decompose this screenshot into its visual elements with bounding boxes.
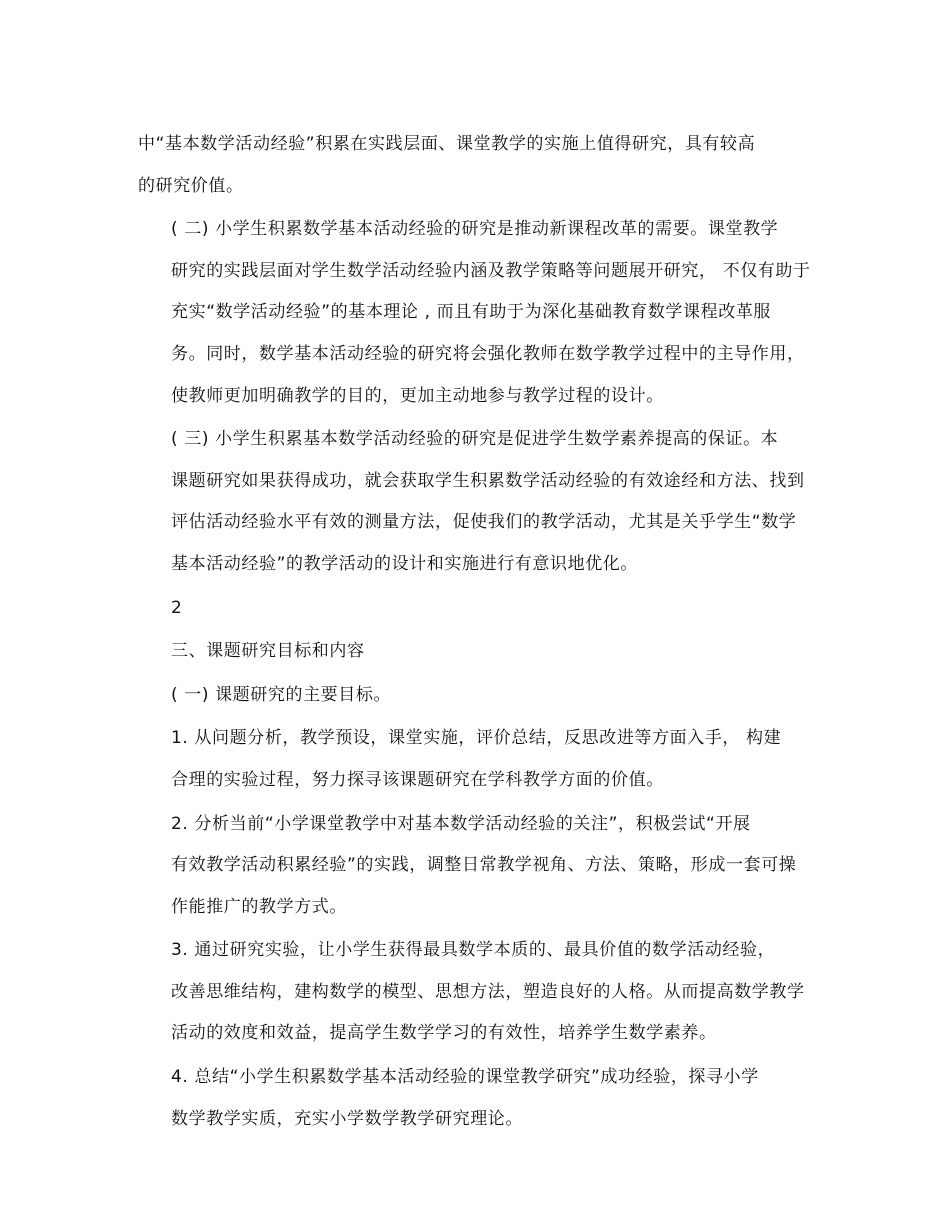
- text-line: 1. 从问题分析，教学预设，课堂实施，评价总结，反思改进等方面入手， 构建: [171, 728, 782, 749]
- text-line: 3. 通过研究实验，让小学生获得最具数学本质的、最具价值的数学活动经验，: [171, 940, 776, 961]
- text-line: 4. 总结“小学生积累数学基本活动经验的课堂教学研究”成功经验，探寻小学: [171, 1067, 759, 1088]
- text-line: 评估活动经验水平有效的测量方法，促使我们的教学活动，尤其是关乎学生“数学: [171, 512, 797, 533]
- goal-item-1: [138, 718, 782, 801]
- goal-item-2: [138, 804, 797, 929]
- text-line: 务。同时，数学基本活动经验的研究将会强化教师在数学教学过程中的主导作用，: [171, 343, 805, 364]
- text-line: 改善思维结构，建构数学的模型、思想方法，塑造良好的人格。从而提高数学教学: [171, 981, 805, 1002]
- text-line: 课题研究如果获得成功，就会获取学生积累数学活动经验的有效途经和方法、找到: [171, 470, 805, 491]
- paragraph-section-two: [138, 209, 811, 417]
- paragraph-continuation: [138, 124, 774, 207]
- text-line: 中“基本数学活动经验”积累在实践层面、课堂教学的实施上值得研究，具有较高: [138, 134, 756, 154]
- text-line: 的研究价值。: [138, 175, 244, 196]
- text-line: 充实“数学活动经验”的基本理论 , 而且有助于为深化基础教育数学课程改革服: [171, 302, 772, 323]
- text-line: 合理的实验过程，努力探寻该课题研究在学科教学方面的价值。: [171, 769, 664, 790]
- text-line: 2: [171, 597, 183, 618]
- paragraph-section-three: [138, 419, 805, 585]
- text-line: 基本活动经验”的教学活动的设计和实施进行有意识地优化。: [171, 553, 639, 574]
- text-line: 有效教学活动积累经验”的实践，调整日常教学视角、方法、策略，形成一套可操: [171, 855, 797, 876]
- text-line: 使教师更加明确教学的目的，更加主动地参与教学过程的设计。: [171, 385, 664, 406]
- text-line: 三、课题研究目标和内容: [171, 641, 365, 662]
- goal-item-4: [138, 1057, 774, 1140]
- text-line: 活动的效度和效益，提高学生数学学习的有效性，培养学生数学素养。: [171, 1023, 717, 1044]
- text-line: 数学教学实质，充实小学数学教学研究理论。: [171, 1108, 523, 1129]
- text-line: 2. 分析当前“小学课堂教学中对基本数学活动经验的关注”，积极尝试“开展: [171, 813, 751, 834]
- text-line: ( 三) 小学生积累基本数学活动经验的研究是促进学生数学素养提高的保证。本: [171, 429, 779, 450]
- subsection-heading: [138, 675, 774, 717]
- page-number: [138, 588, 774, 630]
- text-line: ( 二) 小学生积累数学基本活动经验的研究是推动新课程改革的需要。课堂教学: [171, 219, 779, 240]
- text-line: 研究的实践层面对学生数学活动经验内涵及教学策略等问题展开研究， 不仅有助于: [171, 260, 811, 281]
- text-line: 作能推广的教学方式。: [171, 896, 347, 917]
- document-body: [138, 124, 811, 1142]
- goal-item-3: [138, 930, 805, 1055]
- text-line: ( 一) 课题研究的主要目标。: [171, 684, 392, 705]
- section-heading: [138, 631, 774, 673]
